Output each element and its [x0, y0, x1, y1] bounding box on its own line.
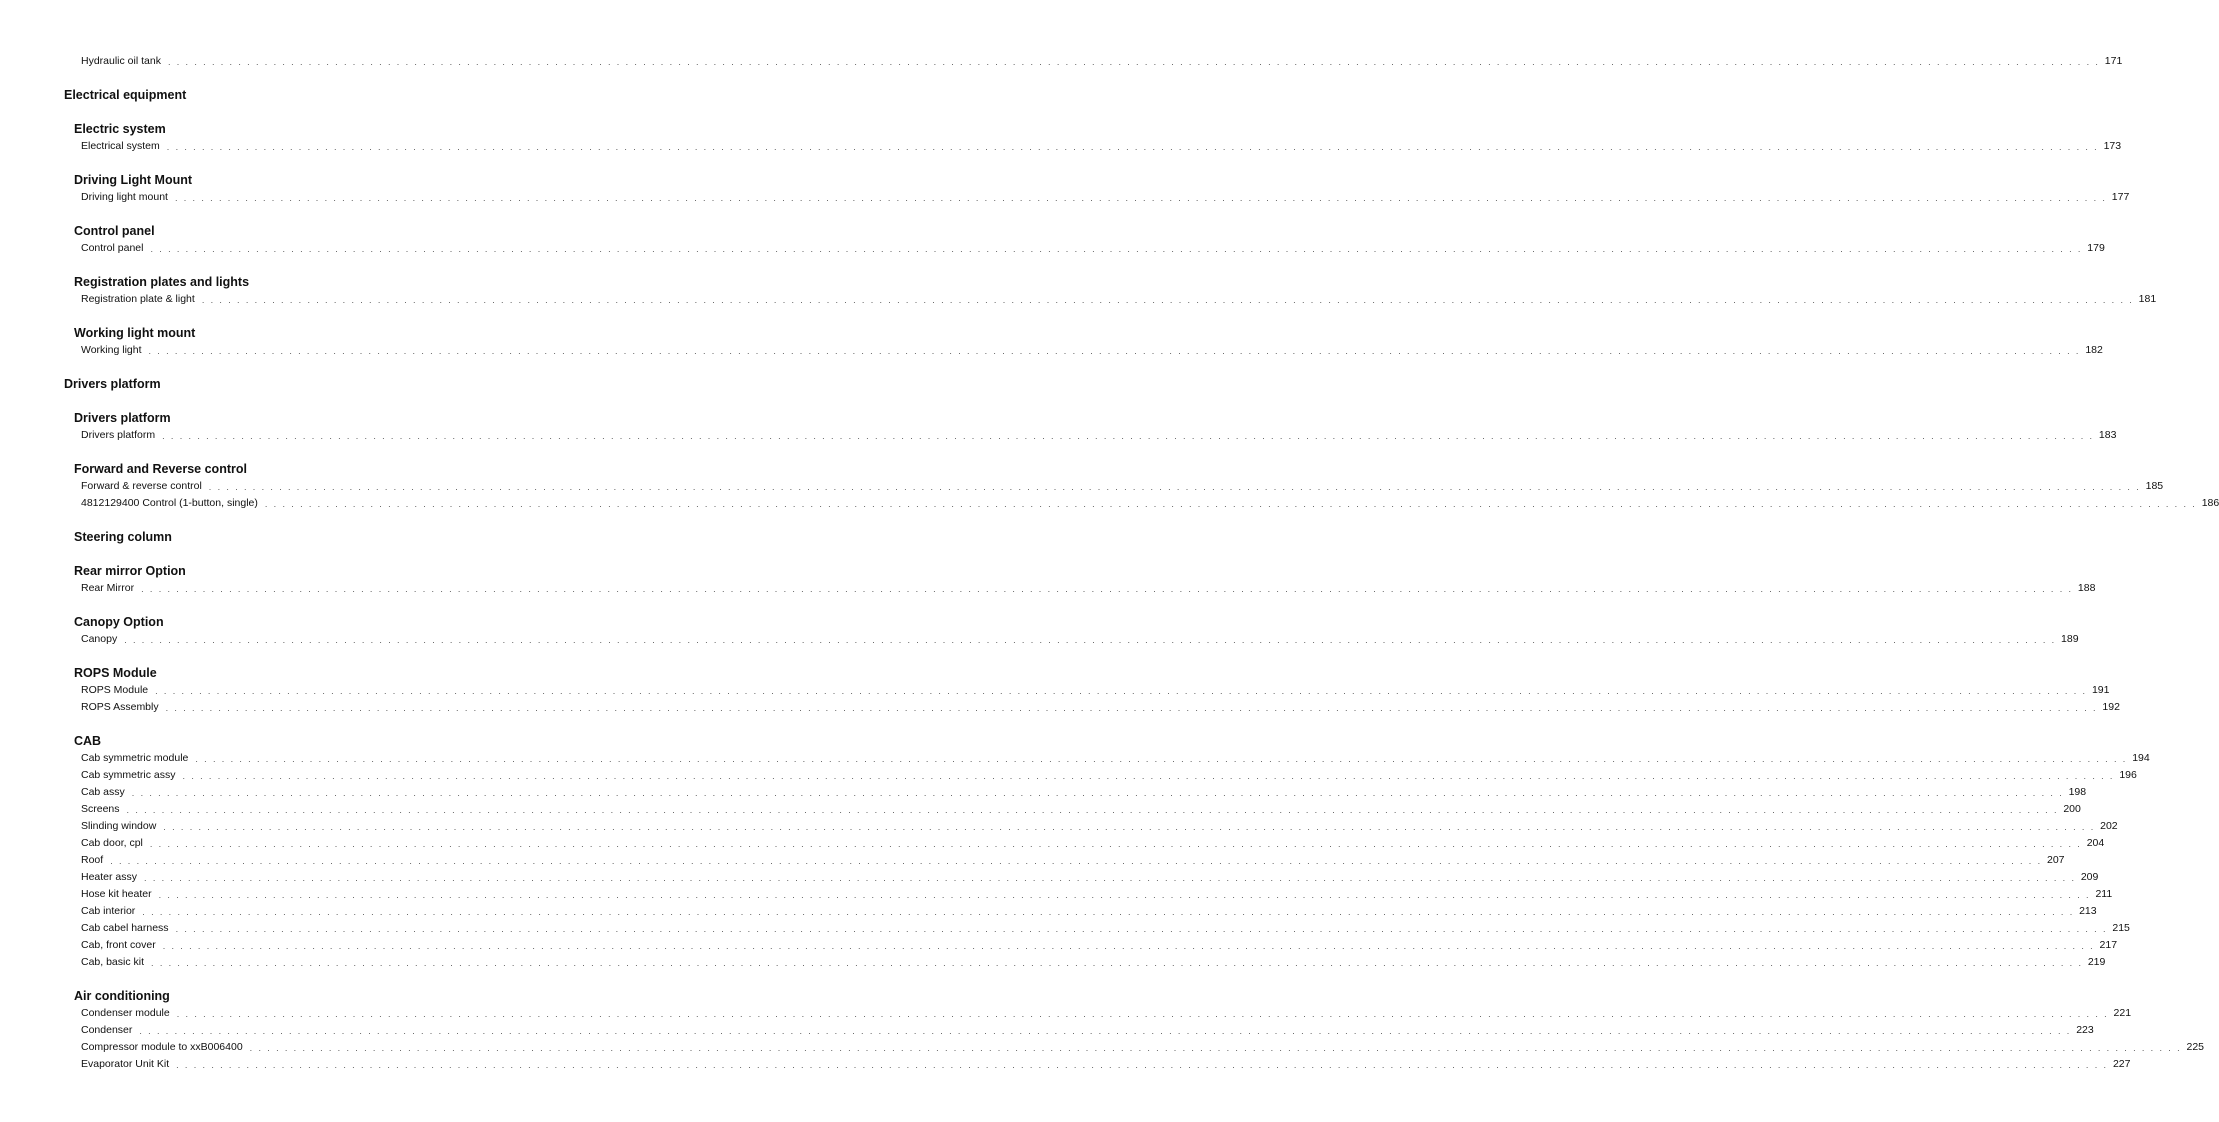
dot-leader: . . . . . . . . . . . . . . . . . . . . . . . . . . . . . . . . . . . . . . . . . . . . . . . . . . . . . . . . . . . . . . . . . . . . . . . . . . . . . . . . . . . . . . . . . . . . . . . . . . . . . . . . . . . . . . . . . . . . . . . . . . . . . . . . . . . . . . . . . . . . . . . . . . . . . . . . . . . . . . . . . . . . . . . . . . . . . . . . . . . . . . . . . . . . . . . . . . . . . . . . . . . . . . . . . . . . . . . . . . . . [176, 1009, 2109, 1019]
dot-leader: . . . . . . . . . . . . . . . . . . . . . . . . . . . . . . . . . . . . . . . . . . . . . . . . . . . . . . . . . . . . . . . . . . . . . . . . . . . . . . . . . . . . . . . . . . . . . . . . . . . . . . . . . . . . . . . . . . . . . . . . . . . . . . . . . . . . . . . . . . . . . . . . . . . . . . . . . . . . . . . . . . . . . . . . . . . . . . . . . . . . . . . . . . . . . . . . . . . . . . . . . . . . . . . . . . . . . . . . . . . . [139, 1026, 2072, 1036]
dot-leader: . . . . . . . . . . . . . . . . . . . . . . . . . . . . . . . . . . . . . . . . . . . . . . . . . . . . . . . . . . . . . . . . . . . . . . . . . . . . . . . . . . . . . . . . . . . . . . . . . . . . . . . . . . . . . . . . . . . . . . . . . . . . . . . . . . . . . . . . . . . . . . . . . . . . . . . . . . . . . . . . . . . . . . . . . . . . . . . . . . . . . . . . . . . . . . . . . . . . . . . . . . . . . . . . . . . . . . . . . . . . [176, 1060, 2108, 1070]
dot-leader: . . . . . . . . . . . . . . . . . . . . . . . . . . . . . . . . . . . . . . . . . . . . . . . . . . . . . . . . . . . . . . . . . . . . . . . . . . . . . . . . . . . . . . . . . . . . . . . . . . . . . . . . . . . . . . . . . . . . . . . . . . . . . . . . . . . . . . . . . . . . . . . . . . . . . . . . . . . . . . . . . . . . . . . . . . . . . . . . . . . . . . . . . . . . . . . . . . . . . . . . . . . . . . . . . . . . . . . . . . . . [201, 295, 2134, 305]
toc-entry[interactable] [81, 819, 2118, 833]
dot-leader: . . . . . . . . . . . . . . . . . . . . . . . . . . . . . . . . . . . . . . . . . . . . . . . . . . . . . . . . . . . . . . . . . . . . . . . . . . . . . . . . . . . . . . . . . . . . . . . . . . . . . . . . . . . . . . . . . . . . . . . . . . . . . . . . . . . . . . . . . . . . . . . . . . . . . . . . . . . . . . . . . . . . . . . . . . . . . . . . . . . . . . . . . . . . . . . . . . . . . . . . . . . . . . . . . . . . . . . . . . . . [162, 941, 2095, 951]
toc-page-number: 207 [2047, 854, 2065, 866]
toc-page-number: 186 [2201, 497, 2219, 509]
toc-entry[interactable] [81, 785, 2087, 799]
dot-leader: . . . . . . . . . . . . . . . . . . . . . . . . . . . . . . . . . . . . . . . . . . . . . . . . . . . . . . . . . . . . . . . . . . . . . . . . . . . . . . . . . . . . . . . . . . . . . . . . . . . . . . . . . . . . . . . . . . . . . . . . . . . . . . . . . . . . . . . . . . . . . . . . . . . . . . . . . . . . . . . . . . . . . . . . . . . . . . . . . . . . . . . . . . . . . . . . . . . . . . . . . . . . . . . . . . . . . . . . . . . . [182, 771, 2115, 781]
toc-entry-title: Cab symmetric module [81, 752, 189, 764]
toc-entry[interactable] [81, 343, 2103, 357]
toc-page-number: 185 [2145, 480, 2164, 492]
toc-entry-title: Cab, front cover [81, 939, 156, 951]
toc-entry[interactable] [81, 870, 2099, 884]
toc-entry[interactable] [81, 1006, 2132, 1020]
toc-entry-title: Condenser module [81, 1007, 170, 1019]
toc-page-number: 219 [2087, 956, 2106, 968]
toc-entry-title: Control panel [81, 242, 144, 254]
toc-entry-title: Cab symmetric assy [81, 769, 176, 781]
dot-leader: . . . . . . . . . . . . . . . . . . . . . . . . . . . . . . . . . . . . . . . . . . . . . . . . . . . . . . . . . . . . . . . . . . . . . . . . . . . . . . . . . . . . . . . . . . . . . . . . . . . . . . . . . . . . . . . . . . . . . . . . . . . . . . . . . . . . . . . . . . . . . . . . . . . . . . . . . . . . . . . . . . . . . . . . . . . . . . . . . . . . . . . . . . . . . . . . . . . . . . . . . . . . . . . . . . . . . . . . . . . . [144, 873, 2076, 883]
toc-entry-title: Cab, basic kit [81, 956, 145, 968]
toc-entry[interactable] [81, 955, 2106, 969]
toc-page-number: 177 [2111, 191, 2130, 203]
toc-entry[interactable] [81, 1057, 2131, 1071]
toc-entry[interactable] [81, 768, 2137, 782]
toc-entry[interactable] [81, 751, 2150, 765]
toc-page-number: 188 [2077, 582, 2096, 594]
toc-subsection-heading: Steering column [74, 530, 172, 544]
dot-leader: . . . . . . . . . . . . . . . . . . . . . . . . . . . . . . . . . . . . . . . . . . . . . . . . . . . . . . . . . . . . . . . . . . . . . . . . . . . . . . . . . . . . . . . . . . . . . . . . . . . . . . . . . . . . . . . . . . . . . . . . . . . . . . . . . . . . . . . . . . . . . . . . . . . . . . . . . . . . . . . . . . . . . . . . . . . . . . . . . . . . . . . . . . . . . . . . . . . . . . . . . . . . . . . . . . . . . . . . . . . . [158, 890, 2091, 900]
dot-leader: . . . . . . . . . . . . . . . . . . . . . . . . . . . . . . . . . . . . . . . . . . . . . . . . . . . . . . . . . . . . . . . . . . . . . . . . . . . . . . . . . . . . . . . . . . . . . . . . . . . . . . . . . . . . . . . . . . . . . . . . . . . . . . . . . . . . . . . . . . . . . . . . . . . . . . . . . . . . . . . . . . . . . . . . . . . . . . . . . . . . . . . . . . . . . . . . . . . . . . . . . . . . . . . . . . . . . . . . . . . . [141, 584, 2073, 594]
toc-entry-title: Forward & reverse control [81, 480, 202, 492]
toc-page-number: 182 [2085, 344, 2103, 356]
toc-entry[interactable] [81, 292, 2157, 306]
toc-entry[interactable] [81, 836, 2105, 850]
toc-entry-title: Evaporator Unit Kit [81, 1058, 170, 1070]
toc-entry-title: Screens [81, 803, 120, 815]
dot-leader: . . . . . . . . . . . . . . . . . . . . . . . . . . . . . . . . . . . . . . . . . . . . . . . . . . . . . . . . . . . . . . . . . . . . . . . . . . . . . . . . . . . . . . . . . . . . . . . . . . . . . . . . . . . . . . . . . . . . . . . . . . . . . . . . . . . . . . . . . . . . . . . . . . . . . . . . . . . . . . . . . . . . . . . . . . . . . . . . . . . . . . . . . . . . . . . . . . . . . . . . . . . . . . . . . . . . . . . . . . . . [165, 703, 2098, 713]
dot-leader: . . . . . . . . . . . . . . . . . . . . . . . . . . . . . . . . . . . . . . . . . . . . . . . . . . . . . . . . . . . . . . . . . . . . . . . . . . . . . . . . . . . . . . . . . . . . . . . . . . . . . . . . . . . . . . . . . . . . . . . . . . . . . . . . . . . . . . . . . . . . . . . . . . . . . . . . . . . . . . . . . . . . . . . . . . . . . . . . . . . . . . . . . . . . . . . . . . . . . . . . . . . . . . . . . . . . . . . . . . . . [142, 907, 2075, 917]
dot-leader: . . . . . . . . . . . . . . . . . . . . . . . . . . . . . . . . . . . . . . . . . . . . . . . . . . . . . . . . . . . . . . . . . . . . . . . . . . . . . . . . . . . . . . . . . . . . . . . . . . . . . . . . . . . . . . . . . . . . . . . . . . . . . . . . . . . . . . . . . . . . . . . . . . . . . . . . . . . . . . . . . . . . . . . . . . . . . . . . . . . . . . . . . . . . . . . . . . . . . . . . . . . . . . . . . . . . . . . . . . . . [110, 856, 2042, 866]
toc-page-number: 200 [2063, 803, 2081, 815]
toc-entry-title: Drivers platform [81, 429, 156, 441]
toc-entry-title: 4812129400 Control (1-button, single) [81, 497, 258, 509]
toc-subsection-heading: Rear mirror Option [74, 564, 186, 578]
toc-page-number: 189 [2061, 633, 2079, 645]
toc-page-number: 227 [2112, 1058, 2131, 1070]
toc-entry[interactable] [81, 139, 2122, 153]
dot-leader: . . . . . . . . . . . . . . . . . . . . . . . . . . . . . . . . . . . . . . . . . . . . . . . . . . . . . . . . . . . . . . . . . . . . . . . . . . . . . . . . . . . . . . . . . . . . . . . . . . . . . . . . . . . . . . . . . . . . . . . . . . . . . . . . . . . . . . . . . . . . . . . . . . . . . . . . . . . . . . . . . . . . . . . . . . . . . . . . . . . . . . . . . . . . . . . . . . . . . . . . . . . . . . . . . . . . . . . . . . . . [126, 805, 2059, 815]
dot-leader: . . . . . . . . . . . . . . . . . . . . . . . . . . . . . . . . . . . . . . . . . . . . . . . . . . . . . . . . . . . . . . . . . . . . . . . . . . . . . . . . . . . . . . . . . . . . . . . . . . . . . . . . . . . . . . . . . . . . . . . . . . . . . . . . . . . . . . . . . . . . . . . . . . . . . . . . . . . . . . . . . . . . . . . . . . . . . . . . . . . . . . . . . . . . . . . . . . . . . . . . . . . . . . . . . . . . . . . . . . . . [151, 958, 2083, 968]
dot-leader: . . . . . . . . . . . . . . . . . . . . . . . . . . . . . . . . . . . . . . . . . . . . . . . . . . . . . . . . . . . . . . . . . . . . . . . . . . . . . . . . . . . . . . . . . . . . . . . . . . . . . . . . . . . . . . . . . . . . . . . . . . . . . . . . . . . . . . . . . . . . . . . . . . . . . . . . . . . . . . . . . . . . . . . . . . . . . . . . . . . . . . . . . . . . . . . . . . . . . . . . . . . . . . . . . . . . . . . . . . . . [208, 482, 2141, 492]
dot-leader: . . . . . . . . . . . . . . . . . . . . . . . . . . . . . . . . . . . . . . . . . . . . . . . . . . . . . . . . . . . . . . . . . . . . . . . . . . . . . . . . . . . . . . . . . . . . . . . . . . . . . . . . . . . . . . . . . . . . . . . . . . . . . . . . . . . . . . . . . . . . . . . . . . . . . . . . . . . . . . . . . . . . . . . . . . . . . . . . . . . . . . . . . . . . . . . . . . . . . . . . . . . . . . . . . . . . . . . . . . . . [162, 431, 2094, 441]
dot-leader: . . . . . . . . . . . . . . . . . . . . . . . . . . . . . . . . . . . . . . . . . . . . . . . . . . . . . . . . . . . . . . . . . . . . . . . . . . . . . . . . . . . . . . . . . . . . . . . . . . . . . . . . . . . . . . . . . . . . . . . . . . . . . . . . . . . . . . . . . . . . . . . . . . . . . . . . . . . . . . . . . . . . . . . . . . . . . . . . . . . . . . . . . . . . . . . . . . . . . . . . . . . . . . . . . . . . . . . . . . . . [264, 499, 2197, 509]
toc-entry-title: Electrical system [81, 140, 160, 152]
toc-entry[interactable] [81, 581, 2096, 595]
toc-entry-title: Compressor module to xxB006400 [81, 1041, 243, 1053]
toc-entry[interactable] [81, 1040, 2205, 1054]
dot-leader: . . . . . . . . . . . . . . . . . . . . . . . . . . . . . . . . . . . . . . . . . . . . . . . . . . . . . . . . . . . . . . . . . . . . . . . . . . . . . . . . . . . . . . . . . . . . . . . . . . . . . . . . . . . . . . . . . . . . . . . . . . . . . . . . . . . . . . . . . . . . . . . . . . . . . . . . . . . . . . . . . . . . . . . . . . . . . . . . . . . . . . . . . . . . . . . . . . . . . . . . . . . . . . . . . . . . . . . . . . . . [124, 635, 2057, 645]
dot-leader: . . . . . . . . . . . . . . . . . . . . . . . . . . . . . . . . . . . . . . . . . . . . . . . . . . . . . . . . . . . . . . . . . . . . . . . . . . . . . . . . . . . . . . . . . . . . . . . . . . . . . . . . . . . . . . . . . . . . . . . . . . . . . . . . . . . . . . . . . . . . . . . . . . . . . . . . . . . . . . . . . . . . . . . . . . . . . . . . . . . . . . . . . . . . . . . . . . . . . . . . . . . . . . . . . . . . . . . . . . . . [167, 57, 2100, 67]
toc-entry[interactable] [81, 479, 2164, 493]
toc-subsection-heading: ROPS Module [74, 666, 157, 680]
toc-page-number: 192 [2102, 701, 2120, 713]
dot-leader: . . . . . . . . . . . . . . . . . . . . . . . . . . . . . . . . . . . . . . . . . . . . . . . . . . . . . . . . . . . . . . . . . . . . . . . . . . . . . . . . . . . . . . . . . . . . . . . . . . . . . . . . . . . . . . . . . . . . . . . . . . . . . . . . . . . . . . . . . . . . . . . . . . . . . . . . . . . . . . . . . . . . . . . . . . . . . . . . . . . . . . . . . . . . . . . . . . . . . . . . . . . . . . . . . . . . . . . . . . . . [150, 244, 2083, 254]
toc-subsection-heading: Forward and Reverse control [74, 462, 247, 476]
toc-page-number: 183 [2098, 429, 2117, 441]
toc-page-number: 181 [2138, 293, 2157, 305]
toc-entry-title: Canopy [81, 633, 118, 645]
toc-page-number: 213 [2079, 905, 2097, 917]
toc-entry-title: Cab door, cpl [81, 837, 143, 849]
toc-entry-title: Condenser [81, 1024, 133, 1036]
toc-entry-title: Rear Mirror [81, 582, 135, 594]
toc-entry[interactable] [81, 802, 2081, 816]
toc-page-number: 171 [2104, 55, 2123, 67]
dot-leader: . . . . . . . . . . . . . . . . . . . . . . . . . . . . . . . . . . . . . . . . . . . . . . . . . . . . . . . . . . . . . . . . . . . . . . . . . . . . . . . . . . . . . . . . . . . . . . . . . . . . . . . . . . . . . . . . . . . . . . . . . . . . . . . . . . . . . . . . . . . . . . . . . . . . . . . . . . . . . . . . . . . . . . . . . . . . . . . . . . . . . . . . . . . . . . . . . . . . . . . . . . . . . . . . . . . . . . . . . . . . [149, 839, 2082, 849]
dot-leader: . . . . . . . . . . . . . . . . . . . . . . . . . . . . . . . . . . . . . . . . . . . . . . . . . . . . . . . . . . . . . . . . . . . . . . . . . . . . . . . . . . . . . . . . . . . . . . . . . . . . . . . . . . . . . . . . . . . . . . . . . . . . . . . . . . . . . . . . . . . . . . . . . . . . . . . . . . . . . . . . . . . . . . . . . . . . . . . . . . . . . . . . . . . . . . . . . . . . . . . . . . . . . . . . . . . . . . . . . . . . [163, 822, 2096, 832]
toc-subsection-heading: Control panel [74, 224, 155, 238]
toc-page-number: 204 [2086, 837, 2105, 849]
toc-entry-title: Slinding window [81, 820, 157, 832]
toc-entry[interactable] [81, 190, 2130, 204]
toc-entry[interactable] [81, 683, 2110, 697]
toc-subsection-heading: CAB [74, 734, 102, 748]
dot-leader: . . . . . . . . . . . . . . . . . . . . . . . . . . . . . . . . . . . . . . . . . . . . . . . . . . . . . . . . . . . . . . . . . . . . . . . . . . . . . . . . . . . . . . . . . . . . . . . . . . . . . . . . . . . . . . . . . . . . . . . . . . . . . . . . . . . . . . . . . . . . . . . . . . . . . . . . . . . . . . . . . . . . . . . . . . . . . . . . . . . . . . . . . . . . . . . . . . . . . . . . . . . . . . . . . . . . . . . . . . . . [249, 1043, 2182, 1053]
dot-leader: . . . . . . . . . . . . . . . . . . . . . . . . . . . . . . . . . . . . . . . . . . . . . . . . . . . . . . . . . . . . . . . . . . . . . . . . . . . . . . . . . . . . . . . . . . . . . . . . . . . . . . . . . . . . . . . . . . . . . . . . . . . . . . . . . . . . . . . . . . . . . . . . . . . . . . . . . . . . . . . . . . . . . . . . . . . . . . . . . . . . . . . . . . . . . . . . . . . . . . . . . . . . . . . . . . . . . . . . . . . . [148, 346, 2081, 356]
toc-entry[interactable] [81, 904, 2097, 918]
toc-entry-title: Hose kit heater [81, 888, 152, 900]
toc-page-number: 223 [2076, 1024, 2094, 1036]
toc-page-number: 194 [2132, 752, 2150, 764]
dot-leader: . . . . . . . . . . . . . . . . . . . . . . . . . . . . . . . . . . . . . . . . . . . . . . . . . . . . . . . . . . . . . . . . . . . . . . . . . . . . . . . . . . . . . . . . . . . . . . . . . . . . . . . . . . . . . . . . . . . . . . . . . . . . . . . . . . . . . . . . . . . . . . . . . . . . . . . . . . . . . . . . . . . . . . . . . . . . . . . . . . . . . . . . . . . . . . . . . . . . . . . . . . . . . . . . . . . . . . . . . . . . [195, 754, 2128, 764]
toc-entry-title: Driving light mount [81, 191, 168, 203]
toc-section-heading: Electrical equipment [64, 88, 187, 102]
toc-entry-title: Hydraulic oil tank [81, 55, 161, 67]
toc-entry-title: ROPS Assembly [81, 701, 159, 713]
toc-page-number: 196 [2119, 769, 2137, 781]
dot-leader: . . . . . . . . . . . . . . . . . . . . . . . . . . . . . . . . . . . . . . . . . . . . . . . . . . . . . . . . . . . . . . . . . . . . . . . . . . . . . . . . . . . . . . . . . . . . . . . . . . . . . . . . . . . . . . . . . . . . . . . . . . . . . . . . . . . . . . . . . . . . . . . . . . . . . . . . . . . . . . . . . . . . . . . . . . . . . . . . . . . . . . . . . . . . . . . . . . . . . . . . . . . . . . . . . . . . . . . . . . . . [155, 686, 2087, 696]
toc-entry[interactable] [81, 887, 2113, 901]
toc-page-number: 221 [2113, 1007, 2132, 1019]
toc-page-number: 173 [2103, 140, 2122, 152]
toc-subsection-heading: Canopy Option [74, 615, 164, 629]
toc-entry[interactable] [81, 428, 2117, 442]
toc-page-number: 217 [2099, 939, 2118, 951]
toc-section-heading: Drivers platform [64, 377, 161, 391]
toc-subsection-heading: Working light mount [74, 326, 196, 340]
toc-page-number: 202 [2100, 820, 2118, 832]
dot-leader: . . . . . . . . . . . . . . . . . . . . . . . . . . . . . . . . . . . . . . . . . . . . . . . . . . . . . . . . . . . . . . . . . . . . . . . . . . . . . . . . . . . . . . . . . . . . . . . . . . . . . . . . . . . . . . . . . . . . . . . . . . . . . . . . . . . . . . . . . . . . . . . . . . . . . . . . . . . . . . . . . . . . . . . . . . . . . . . . . . . . . . . . . . . . . . . . . . . . . . . . . . . . . . . . . . . . . . . . . . . . [166, 142, 2099, 152]
toc-page-number: 209 [2080, 871, 2099, 883]
toc-page-number: 198 [2068, 786, 2087, 798]
toc-page-number: 191 [2091, 684, 2110, 696]
dot-leader: . . . . . . . . . . . . . . . . . . . . . . . . . . . . . . . . . . . . . . . . . . . . . . . . . . . . . . . . . . . . . . . . . . . . . . . . . . . . . . . . . . . . . . . . . . . . . . . . . . . . . . . . . . . . . . . . . . . . . . . . . . . . . . . . . . . . . . . . . . . . . . . . . . . . . . . . . . . . . . . . . . . . . . . . . . . . . . . . . . . . . . . . . . . . . . . . . . . . . . . . . . . . . . . . . . . . . . . . . . . . [175, 924, 2108, 934]
toc-subsection-heading: Registration plates and lights [74, 275, 250, 289]
toc-entry[interactable] [81, 853, 2065, 867]
toc-entry-title: Cab interior [81, 905, 136, 917]
dot-leader: . . . . . . . . . . . . . . . . . . . . . . . . . . . . . . . . . . . . . . . . . . . . . . . . . . . . . . . . . . . . . . . . . . . . . . . . . . . . . . . . . . . . . . . . . . . . . . . . . . . . . . . . . . . . . . . . . . . . . . . . . . . . . . . . . . . . . . . . . . . . . . . . . . . . . . . . . . . . . . . . . . . . . . . . . . . . . . . . . . . . . . . . . . . . . . . . . . . . . . . . . . . . . . . . . . . . . . . . . . . . [174, 193, 2107, 203]
toc-entry[interactable] [81, 632, 2079, 646]
toc-entry[interactable] [81, 496, 2219, 510]
toc-entry-title: Heater assy [81, 871, 138, 883]
toc-entry[interactable] [81, 241, 2105, 255]
toc-entry[interactable] [81, 938, 2118, 952]
toc-subsection-heading: Electric system [74, 122, 166, 136]
toc-page-number: 179 [2087, 242, 2105, 254]
toc-entry-title: Roof [81, 854, 104, 866]
toc-entry-title: Cab assy [81, 786, 125, 798]
dot-leader: . . . . . . . . . . . . . . . . . . . . . . . . . . . . . . . . . . . . . . . . . . . . . . . . . . . . . . . . . . . . . . . . . . . . . . . . . . . . . . . . . . . . . . . . . . . . . . . . . . . . . . . . . . . . . . . . . . . . . . . . . . . . . . . . . . . . . . . . . . . . . . . . . . . . . . . . . . . . . . . . . . . . . . . . . . . . . . . . . . . . . . . . . . . . . . . . . . . . . . . . . . . . . . . . . . . . . . . . . . . . [131, 788, 2064, 798]
toc-entry[interactable] [81, 921, 2130, 935]
toc-page-number: 225 [2186, 1041, 2205, 1053]
toc-subsection-heading: Drivers platform [74, 411, 171, 425]
toc-entry-title: ROPS Module [81, 684, 149, 696]
toc-entry[interactable] [81, 700, 2120, 714]
toc-subsection-heading: Driving Light Mount [74, 173, 193, 187]
toc-entry-title: Registration plate & light [81, 293, 195, 305]
toc-entry[interactable] [81, 54, 2123, 68]
toc-page-number: 215 [2112, 922, 2130, 934]
toc-entry-title: Cab cabel harness [81, 922, 169, 934]
toc-entry[interactable] [81, 1023, 2094, 1037]
toc-subsection-heading: Air conditioning [74, 989, 170, 1003]
toc-entry-title: Working light [81, 344, 142, 356]
toc-page-number: 211 [2095, 888, 2113, 900]
